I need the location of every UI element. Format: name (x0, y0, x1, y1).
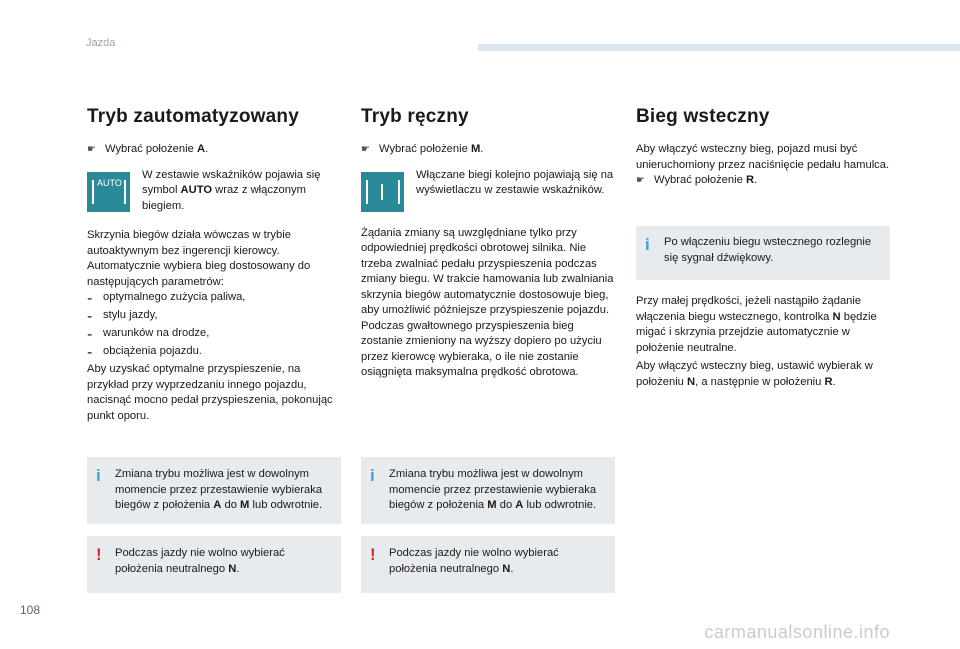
heading-manual-mode: Tryb ręczny (361, 106, 469, 127)
column-manual-mode (361, 106, 615, 381)
header-accent-bar (478, 44, 960, 51)
display-gear-row (361, 168, 615, 212)
list-item: - stylu jazdy, (87, 308, 158, 325)
column-reverse-gear (636, 106, 890, 199)
list-item: - warunków na drodze, (87, 326, 210, 343)
manual-mode-body: Żądania zmiany są uwzględniane tylko przy odpowiedniej prędkości obrotowej silnika. Nie trzeba zwalniać pedału przyspieszenia podczas zmiany biegu. W trakcie hamowania lub zwalniania skrzynia biegów automatycznie dostosowuje bieg, aby umożliwić późniejsze przyspieszenie pojazdu. Podczas gwałtownego przyspieszenia bieg zostanie zmieniony na wyższy dopiero po użyciu przez kierowcę wybieraka, o ile nie zostanie osiągnięta maksymalna prędkość obrotowa. (361, 226, 614, 378)
warning-icon: ! (370, 545, 376, 564)
arrow-right-icon: ☛ (87, 144, 96, 155)
page-number: 108 (20, 603, 41, 617)
list-item: - obciążenia pojazdu. (87, 344, 202, 361)
warning-note-col1: ! Podczas jazdy nie wolno wybierać położenia neutralnego N. (87, 536, 341, 593)
automated-mode-body: Skrzynia biegów działa wówczas w trybie autoaktywnym bez ingerencji kierowcy. Automatycznie wybiera bieg dostosowany do następujących parametrów: - optymalnego zużycia paliwa, - stylu jazdy, - warunków na drodze, - obciążenia pojazdu. Aby uzyskać optymalne przyspieszenie, na przykład przy wyprzedzaniu innego pojazdu, nacisnąć mocno pedał przyspieszenia, pokonując punkt oporu. (87, 228, 341, 424)
reverse-intro: Aby włączyć wsteczny bieg, pojazd musi być unieruchomiony przez naciśnięcie pedału hamulca. (636, 143, 890, 171)
reverse-para-2: Aby włączyć wsteczny bieg, ustawić wybierak w położeniu N, a następnie w położeniu R. (636, 360, 873, 388)
arrow-right-icon: ☛ (636, 175, 645, 186)
info-icon: i (645, 235, 650, 254)
info-note-col2: i Zmiana trybu możliwa jest w dowolnym momencie przez przestawienie wybieraka biegów z położenia M do A lub odwrotnie. (361, 457, 615, 524)
auto-display-icon (87, 172, 130, 212)
step-select-a: ☛ Wybrać położenie A. (87, 142, 341, 158)
heading-reverse-gear: Bieg wsteczny (636, 106, 770, 127)
display-auto-row (87, 168, 341, 215)
watermark: carmanualsonline.info (704, 622, 890, 642)
auto-display-label: AUTO (97, 177, 122, 188)
section-title: Jazda (86, 37, 116, 49)
info-note-col3: i Po włączeniu biegu wstecznego rozlegnie się sygnał dźwiękowy. (636, 226, 890, 280)
display-auto-text: W zestawie wskaźników pojawia się symbol AUTO wraz z włączonym biegiem. (142, 168, 321, 212)
step-select-m: ☛ Wybrać położenie M. (361, 142, 615, 158)
warning-note-col2: ! Podczas jazdy nie wolno wybierać położenia neutralnego N. (361, 536, 615, 593)
arrow-right-icon: ☛ (361, 144, 370, 155)
warning-icon: ! (96, 545, 102, 564)
info-icon: i (96, 466, 101, 485)
step-select-r: ☛ Wybrać położenie R. (636, 173, 890, 189)
list-item: - optymalnego zużycia paliwa, (87, 290, 246, 307)
info-icon: i (370, 466, 375, 485)
display-gear-text: Włączane biegi kolejno pojawiają się na wyświetlaczu w zestawie wskaźników. (416, 168, 614, 196)
reverse-para-1: Przy małej prędkości, jeżeli nastąpiło żądanie włączenia biegu wstecznego, kontrolka N będzie migać i skrzynia przejdzie automatycznie w położenie neutralne. (636, 295, 877, 354)
reverse-gear-body (636, 294, 890, 390)
gear-display-icon (361, 172, 404, 212)
info-note-col1: i Zmiana trybu możliwa jest w dowolnym momencie przez przestawienie wybieraka biegów z położenia A do M lub odwrotnie. (87, 457, 341, 524)
heading-automated-mode: Tryb zautomatyzowany (87, 106, 299, 127)
column-automated-mode (87, 106, 341, 424)
